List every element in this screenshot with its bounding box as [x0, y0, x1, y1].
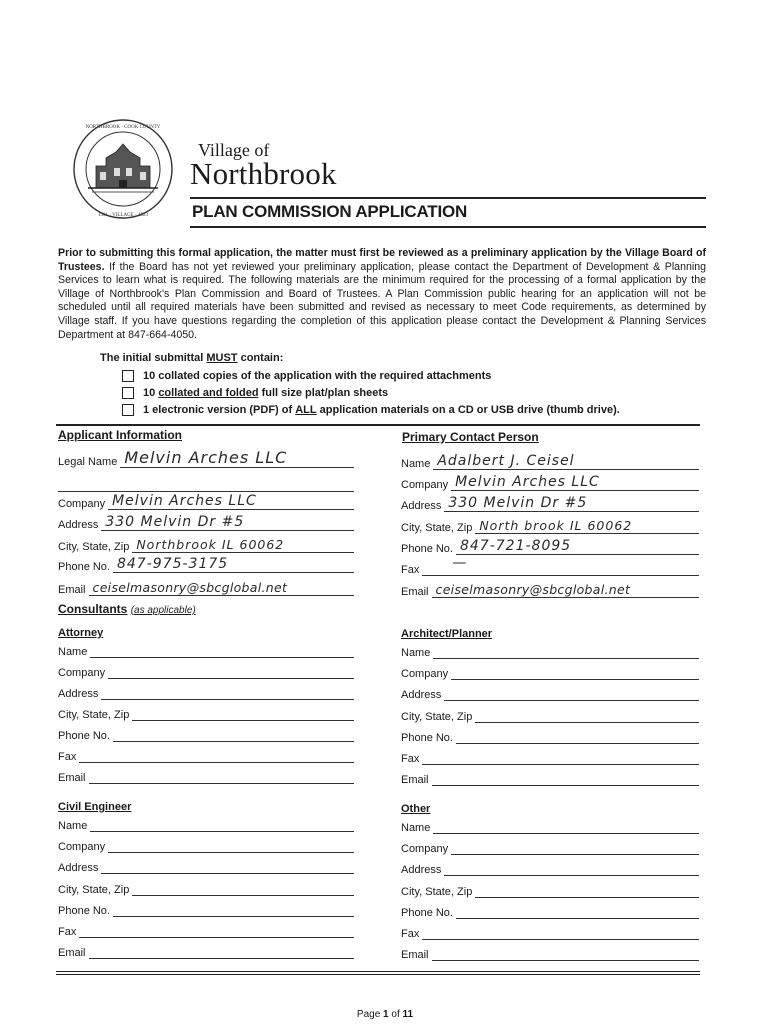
- header-rule-bottom: [190, 226, 706, 228]
- intro-lead: Prior to submitting this formal application, the matter must first be reviewed as a preliminary application by the Village Board of Trustees.: [58, 247, 706, 273]
- bottom-rule: [56, 971, 700, 972]
- contact-phone-field[interactable]: Phone No. 847-721-8095: [401, 540, 699, 555]
- civil-engineer-phone-field[interactable]: Phone No.: [58, 902, 354, 917]
- form-title: PLAN COMMISSION APPLICATION: [192, 202, 468, 221]
- requirement-item: 10 collated copies of the application with the required attachments: [122, 370, 491, 382]
- applicant-email-field[interactable]: Email ceiselmasonry@sbcglobal.net: [58, 581, 354, 596]
- blank-line: [58, 490, 354, 492]
- attorney-phone-field[interactable]: Phone No.: [58, 727, 354, 742]
- checkbox[interactable]: [122, 370, 134, 382]
- attorney-name-field[interactable]: Name: [58, 643, 354, 658]
- checkbox[interactable]: [122, 404, 134, 416]
- applicant-city-field[interactable]: City, State, Zip Northbrook IL 60062: [58, 538, 354, 553]
- other-fax-field[interactable]: Fax: [401, 925, 699, 940]
- attorney-city-field[interactable]: City, State, Zip: [58, 706, 354, 721]
- page-footer: Page 1 of 11: [356, 1009, 414, 1020]
- attorney-heading: Attorney: [58, 627, 104, 639]
- svg-text:NORTHBROOK · COOK COUNTY: NORTHBROOK · COOK COUNTY: [85, 125, 161, 130]
- intro-body: If the Board has not yet reviewed your preliminary application, please contact the Department of Development & Planning Services to learn what is required. The following materials are the minimum required for the processing of a formal application by the Village of Northbrook's Plan Commission and Board of Trustees. A Plan Commission public hearing for an application will not be scheduled until all required materials have been submitted and revised as necessary to meet Code requirements, as determined by Village staff. If you have questions regarding the completion of this application please contact the Development & Planning Services Department at 847-664-4050.: [58, 260, 706, 341]
- contact-fax-field[interactable]: Fax —: [401, 561, 699, 576]
- contact-email-field[interactable]: Email ceiselmasonry@sbcglobal.net: [401, 583, 699, 598]
- architect-address-field[interactable]: Address: [401, 686, 699, 701]
- architect-city-field[interactable]: City, State, Zip: [401, 708, 699, 723]
- checkbox[interactable]: [122, 387, 134, 399]
- architect-email-field[interactable]: Email: [401, 771, 699, 786]
- civil-engineer-heading: Civil Engineer: [58, 801, 132, 813]
- village-name: Northbrook: [190, 156, 337, 191]
- requirement-item: 10 collated and folded full size plat/plan sheets: [122, 387, 388, 399]
- legal-name-field[interactable]: Legal Name Melvin Arches LLC: [58, 453, 354, 468]
- civil-engineer-email-field[interactable]: Email: [58, 944, 354, 959]
- applicant-heading: Applicant Information: [58, 428, 182, 442]
- village-seal-logo: [62, 118, 184, 220]
- civil-engineer-address-field[interactable]: Address: [58, 859, 354, 874]
- civil-engineer-company-field[interactable]: Company: [58, 838, 354, 853]
- architect-phone-field[interactable]: Phone No.: [401, 729, 699, 744]
- primary-contact-heading: Primary Contact Person: [402, 430, 539, 444]
- other-address-field[interactable]: Address: [401, 861, 699, 876]
- intro-paragraph: [58, 247, 706, 342]
- other-city-field[interactable]: City, State, Zip: [401, 883, 699, 898]
- submittal-heading: The initial submittal MUST contain:: [100, 352, 284, 364]
- architect-company-field[interactable]: Company: [401, 665, 699, 680]
- other-name-field[interactable]: Name: [401, 819, 699, 834]
- section-rule: [56, 424, 700, 426]
- other-phone-field[interactable]: Phone No.: [401, 904, 699, 919]
- bottom-rule-2: [56, 974, 700, 975]
- contact-address-field[interactable]: Address 330 Melvin Dr #5: [401, 497, 699, 512]
- civil-engineer-fax-field[interactable]: Fax: [58, 923, 354, 938]
- other-company-field[interactable]: Company: [401, 840, 699, 855]
- attorney-company-field[interactable]: Company: [58, 664, 354, 679]
- architect-fax-field[interactable]: Fax: [401, 750, 699, 765]
- consultants-heading: Consultants (as applicable): [58, 602, 196, 616]
- applicant-company-field[interactable]: Company Melvin Arches LLC: [58, 495, 354, 510]
- svg-text:1901 · VILLAGE · 1923: 1901 · VILLAGE · 1923: [98, 213, 148, 218]
- architect-heading: Architect/Planner: [401, 628, 493, 640]
- attorney-address-field[interactable]: Address: [58, 685, 354, 700]
- civil-engineer-city-field[interactable]: City, State, Zip: [58, 881, 354, 896]
- contact-name-field[interactable]: Name Adalbert J. Ceisel: [401, 455, 699, 470]
- attorney-email-field[interactable]: Email: [58, 769, 354, 784]
- applicant-address-field[interactable]: Address 330 Melvin Dr #5: [58, 516, 354, 531]
- contact-city-field[interactable]: City, State, Zip North brook IL 60062: [401, 519, 699, 534]
- other-email-field[interactable]: Email: [401, 946, 699, 961]
- header-rule-top: [190, 197, 706, 199]
- civil-engineer-name-field[interactable]: Name: [58, 817, 354, 832]
- contact-company-field[interactable]: Company Melvin Arches LLC: [401, 476, 699, 491]
- architect-name-field[interactable]: Name: [401, 644, 699, 659]
- applicant-phone-field[interactable]: Phone No. 847-975-3175: [58, 558, 354, 573]
- attorney-fax-field[interactable]: Fax: [58, 748, 354, 763]
- requirement-item: 1 electronic version (PDF) of ALL application materials on a CD or USB drive (thumb drive).: [122, 404, 620, 416]
- village-of-text: Village of: [198, 140, 270, 160]
- other-heading: Other: [401, 803, 431, 815]
